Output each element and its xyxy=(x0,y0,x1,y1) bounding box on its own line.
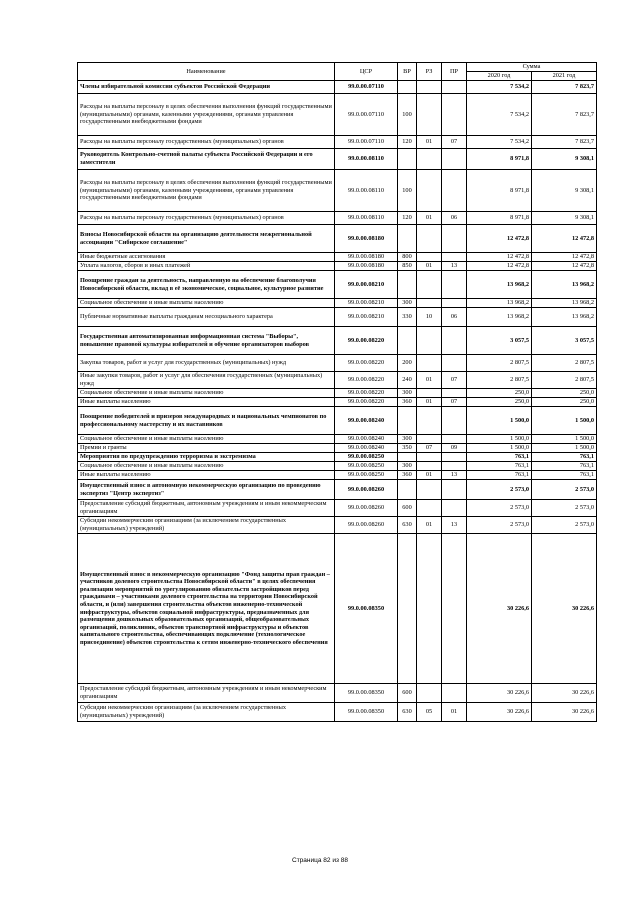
cell-name: Расходы на выплаты персоналу в целях обеспечения выполнения функций государственными (муниципальными) органами, казенными учреждениями, органами управления государственными внебюджетными фондами xyxy=(78,94,335,136)
cell-sum-2021: 2 573,0 xyxy=(532,517,597,534)
cell-vr: 100 xyxy=(398,94,417,136)
cell-name: Расходы на выплаты персоналу государственных (муниципальных) органов xyxy=(78,136,335,149)
cell-pr: 13 xyxy=(442,517,467,534)
cell-vr xyxy=(398,407,417,435)
header-pr: ПР xyxy=(442,63,467,81)
cell-rz xyxy=(417,684,442,703)
table-row xyxy=(78,435,597,444)
cell-sum-2021: 1 500,0 xyxy=(532,407,597,435)
cell-sum-2021: 7 823,7 xyxy=(532,136,597,149)
header-name: Наименование xyxy=(78,63,335,81)
cell-rz: 07 xyxy=(417,444,442,453)
cell-sum-2020: 7 534,2 xyxy=(467,81,532,94)
cell-vr: 630 xyxy=(398,703,417,722)
cell-csr: 99.0.00.08210 xyxy=(335,308,398,327)
cell-pr xyxy=(442,435,467,444)
cell-sum-2021: 30 226,6 xyxy=(532,703,597,722)
cell-sum-2021: 763,1 xyxy=(532,471,597,480)
cell-sum-2020: 2 807,5 xyxy=(467,355,532,372)
cell-rz xyxy=(417,299,442,308)
table-row xyxy=(78,253,597,262)
cell-rz xyxy=(417,327,442,355)
budget-table-sheet xyxy=(77,62,596,722)
cell-sum-2020: 13 968,2 xyxy=(467,271,532,299)
table-row xyxy=(78,81,597,94)
cell-rz: 01 xyxy=(417,136,442,149)
cell-pr xyxy=(442,253,467,262)
cell-sum-2021: 9 308,1 xyxy=(532,212,597,225)
table-row xyxy=(78,703,597,722)
cell-rz xyxy=(417,480,442,500)
table-row xyxy=(78,225,597,253)
cell-pr xyxy=(442,170,467,212)
cell-rz xyxy=(417,170,442,212)
table-row xyxy=(78,372,597,389)
cell-sum-2021: 9 308,1 xyxy=(532,149,597,170)
cell-pr: 13 xyxy=(442,262,467,271)
cell-sum-2021: 30 226,6 xyxy=(532,534,597,684)
cell-csr: 99.0.00.08220 xyxy=(335,389,398,398)
cell-vr: 300 xyxy=(398,462,417,471)
cell-sum-2021: 250,0 xyxy=(532,398,597,407)
cell-sum-2020: 2 807,5 xyxy=(467,372,532,389)
cell-sum-2020: 2 573,0 xyxy=(467,517,532,534)
cell-csr: 99.0.00.08260 xyxy=(335,480,398,500)
cell-pr: 06 xyxy=(442,212,467,225)
header-sum: Сумма xyxy=(467,63,597,72)
cell-rz xyxy=(417,94,442,136)
table-row xyxy=(78,500,597,517)
header-csr: ЦСР xyxy=(335,63,398,81)
cell-rz: 01 xyxy=(417,398,442,407)
cell-sum-2021: 2 573,0 xyxy=(532,480,597,500)
cell-sum-2021: 2 807,5 xyxy=(532,355,597,372)
cell-rz: 01 xyxy=(417,372,442,389)
cell-vr: 600 xyxy=(398,684,417,703)
cell-csr: 99.0.00.08250 xyxy=(335,471,398,480)
cell-csr: 99.0.00.08210 xyxy=(335,299,398,308)
cell-pr xyxy=(442,149,467,170)
cell-sum-2021: 12 472,8 xyxy=(532,253,597,262)
cell-csr: 99.0.00.08350 xyxy=(335,534,398,684)
cell-name: Социальное обеспечение и иные выплаты населению xyxy=(78,299,335,308)
cell-csr: 99.0.00.08240 xyxy=(335,435,398,444)
table-row xyxy=(78,94,597,136)
cell-name: Закупка товаров, работ и услуг для государственных (муниципальных) нужд xyxy=(78,355,335,372)
cell-sum-2020: 7 534,2 xyxy=(467,94,532,136)
cell-name: Расходы на выплаты персоналу в целях обеспечения выполнения функций государственными (муниципальными) органами, казенными учреждениями, органами управления государственными внебюджетными фондами xyxy=(78,170,335,212)
cell-name: Члены избирательной комиссии субъектов Российской Федерации xyxy=(78,81,335,94)
table-row xyxy=(78,444,597,453)
cell-pr: 06 xyxy=(442,308,467,327)
table-row xyxy=(78,262,597,271)
cell-pr xyxy=(442,355,467,372)
table-row xyxy=(78,480,597,500)
cell-sum-2021: 9 308,1 xyxy=(532,170,597,212)
cell-vr: 800 xyxy=(398,253,417,262)
cell-csr: 99.0.00.08250 xyxy=(335,462,398,471)
cell-sum-2020: 1 500,0 xyxy=(467,444,532,453)
cell-name: Социальное обеспечение и иные выплаты населению xyxy=(78,435,335,444)
cell-rz xyxy=(417,355,442,372)
cell-name: Публичные нормативные выплаты гражданам несоциального характера xyxy=(78,308,335,327)
table-row xyxy=(78,299,597,308)
cell-rz xyxy=(417,407,442,435)
cell-csr: 99.0.00.08180 xyxy=(335,225,398,253)
table-body xyxy=(78,81,597,722)
cell-vr: 350 xyxy=(398,444,417,453)
header-year-2021: 2021 год xyxy=(532,72,597,81)
cell-sum-2020: 763,1 xyxy=(467,462,532,471)
cell-pr xyxy=(442,94,467,136)
cell-rz: 01 xyxy=(417,471,442,480)
cell-sum-2020: 1 500,0 xyxy=(467,435,532,444)
cell-vr xyxy=(398,534,417,684)
cell-csr: 99.0.00.07110 xyxy=(335,94,398,136)
cell-name: Поощрение победителей и призеров международных и национальных чемпионатов по профессиональному мастерству и их наставников xyxy=(78,407,335,435)
cell-csr: 99.0.00.08110 xyxy=(335,212,398,225)
cell-name: Иные бюджетные ассигнования xyxy=(78,253,335,262)
cell-sum-2020: 763,1 xyxy=(467,453,532,462)
cell-vr xyxy=(398,225,417,253)
cell-csr: 99.0.00.07110 xyxy=(335,81,398,94)
cell-csr: 99.0.00.08260 xyxy=(335,517,398,534)
cell-sum-2020: 13 968,2 xyxy=(467,299,532,308)
cell-sum-2021: 2 807,5 xyxy=(532,372,597,389)
cell-name: Государственная автоматизированная информационная система "Выборы", повышение правовой культуры избирателей и обучение организаторов выборов xyxy=(78,327,335,355)
cell-name: Мероприятия по предупреждению терроризма и экстремизма xyxy=(78,453,335,462)
cell-pr xyxy=(442,500,467,517)
cell-csr: 99.0.00.08110 xyxy=(335,149,398,170)
cell-pr: 07 xyxy=(442,398,467,407)
cell-sum-2020: 2 573,0 xyxy=(467,480,532,500)
page-footer: Страница 82 из 88 xyxy=(292,857,348,864)
cell-name: Социальное обеспечение и иные выплаты населению xyxy=(78,462,335,471)
table-row xyxy=(78,389,597,398)
cell-csr: 99.0.00.08240 xyxy=(335,407,398,435)
cell-sum-2020: 2 573,0 xyxy=(467,500,532,517)
cell-csr: 99.0.00.08180 xyxy=(335,262,398,271)
cell-vr: 360 xyxy=(398,398,417,407)
cell-name: Субсидии некоммерческим организациям (за исключением государственных (муниципальных) учреждений) xyxy=(78,703,335,722)
cell-rz xyxy=(417,389,442,398)
cell-vr xyxy=(398,81,417,94)
cell-sum-2020: 763,1 xyxy=(467,471,532,480)
cell-name: Руководитель Контрольно-счетной палаты субъекта Российской Федерации и его заместители xyxy=(78,149,335,170)
cell-pr xyxy=(442,453,467,462)
cell-pr xyxy=(442,462,467,471)
cell-rz xyxy=(417,149,442,170)
cell-sum-2021: 7 823,7 xyxy=(532,81,597,94)
cell-rz xyxy=(417,534,442,684)
cell-vr xyxy=(398,480,417,500)
cell-sum-2020: 12 472,8 xyxy=(467,262,532,271)
cell-sum-2021: 1 500,0 xyxy=(532,444,597,453)
cell-pr xyxy=(442,299,467,308)
cell-pr xyxy=(442,271,467,299)
cell-csr: 99.0.00.08110 xyxy=(335,170,398,212)
cell-sum-2020: 30 226,6 xyxy=(467,684,532,703)
cell-vr: 330 xyxy=(398,308,417,327)
cell-pr xyxy=(442,534,467,684)
cell-vr: 850 xyxy=(398,262,417,271)
table-row xyxy=(78,136,597,149)
cell-sum-2020: 8 971,8 xyxy=(467,212,532,225)
cell-csr: 99.0.00.08220 xyxy=(335,355,398,372)
cell-vr xyxy=(398,271,417,299)
cell-sum-2021: 13 968,2 xyxy=(532,299,597,308)
cell-rz xyxy=(417,462,442,471)
header-year-2020: 2020 год xyxy=(467,72,532,81)
cell-csr: 99.0.00.07110 xyxy=(335,136,398,149)
cell-sum-2020: 250,0 xyxy=(467,398,532,407)
cell-sum-2021: 12 472,8 xyxy=(532,225,597,253)
cell-name: Имущественный взнос в некоммерческую организацию "Фонд защиты прав граждан – участников долевого строительства Новосибирской области" в целях обеспечения реализации мероприятий по урегулированию обязательств застройщиков перед гражданами – участниками долевого строительства на территории Новосибирской области, и (или) завершения строительства объектов инженерно-технической инфраструктуры, объектов социальной инфраструктуры, предназначенных для размещения дошкольных образовательных организаций, общеобразовательных организаций, поликлиник, объектов транспортной инфраструктуры и объектов капитального строительства, обеспечивающих подключение (технологическое присоединение) объектов строительства к сетям инженерно-технического обеспечения xyxy=(78,534,335,684)
table-row xyxy=(78,170,597,212)
cell-sum-2021: 763,1 xyxy=(532,462,597,471)
cell-vr xyxy=(398,149,417,170)
budget-table xyxy=(77,62,597,722)
table-row xyxy=(78,471,597,480)
cell-name: Иные выплаты населению xyxy=(78,398,335,407)
cell-sum-2021: 1 500,0 xyxy=(532,435,597,444)
cell-vr: 300 xyxy=(398,435,417,444)
cell-name: Премии и гранты xyxy=(78,444,335,453)
cell-sum-2020: 1 500,0 xyxy=(467,407,532,435)
cell-sum-2021: 13 968,2 xyxy=(532,271,597,299)
cell-rz xyxy=(417,225,442,253)
table-row xyxy=(78,534,597,684)
cell-csr: 99.0.00.08260 xyxy=(335,500,398,517)
cell-csr: 99.0.00.08240 xyxy=(335,444,398,453)
cell-pr: 09 xyxy=(442,444,467,453)
cell-rz xyxy=(417,271,442,299)
cell-sum-2020: 13 968,2 xyxy=(467,308,532,327)
cell-vr: 240 xyxy=(398,372,417,389)
cell-vr: 200 xyxy=(398,355,417,372)
cell-sum-2021: 3 057,5 xyxy=(532,327,597,355)
cell-sum-2021: 2 573,0 xyxy=(532,500,597,517)
table-row xyxy=(78,271,597,299)
cell-pr xyxy=(442,684,467,703)
table-row xyxy=(78,684,597,703)
cell-pr: 07 xyxy=(442,372,467,389)
cell-name: Взносы Новосибирской области на организацию деятельности межрегиональной ассоциации "Сибирское соглашение" xyxy=(78,225,335,253)
cell-vr: 300 xyxy=(398,389,417,398)
cell-name: Социальное обеспечение и иные выплаты населению xyxy=(78,389,335,398)
cell-csr: 99.0.00.08220 xyxy=(335,327,398,355)
cell-sum-2020: 8 971,8 xyxy=(467,170,532,212)
table-row xyxy=(78,517,597,534)
cell-sum-2021: 13 968,2 xyxy=(532,308,597,327)
cell-pr: 13 xyxy=(442,471,467,480)
cell-name: Расходы на выплаты персоналу государственных (муниципальных) органов xyxy=(78,212,335,225)
cell-name: Субсидии некоммерческим организациям (за исключением государственных (муниципальных) учреждений) xyxy=(78,517,335,534)
cell-csr: 99.0.00.08350 xyxy=(335,684,398,703)
cell-pr: 01 xyxy=(442,703,467,722)
header-vr: ВР xyxy=(398,63,417,81)
cell-pr: 07 xyxy=(442,136,467,149)
cell-rz: 10 xyxy=(417,308,442,327)
cell-vr: 600 xyxy=(398,500,417,517)
header-rz: РЗ xyxy=(417,63,442,81)
cell-csr: 99.0.00.08350 xyxy=(335,703,398,722)
cell-name: Иные выплаты населению xyxy=(78,471,335,480)
cell-sum-2020: 3 057,5 xyxy=(467,327,532,355)
cell-sum-2021: 12 472,8 xyxy=(532,262,597,271)
cell-rz: 01 xyxy=(417,517,442,534)
cell-pr xyxy=(442,225,467,253)
cell-sum-2020: 250,0 xyxy=(467,389,532,398)
cell-sum-2020: 30 226,6 xyxy=(467,703,532,722)
cell-vr: 120 xyxy=(398,136,417,149)
cell-vr xyxy=(398,453,417,462)
cell-rz xyxy=(417,500,442,517)
table-row xyxy=(78,212,597,225)
cell-vr: 120 xyxy=(398,212,417,225)
cell-rz: 01 xyxy=(417,212,442,225)
cell-rz xyxy=(417,253,442,262)
cell-sum-2020: 12 472,8 xyxy=(467,253,532,262)
cell-sum-2021: 763,1 xyxy=(532,453,597,462)
cell-vr: 100 xyxy=(398,170,417,212)
cell-name: Имущественный взнос в автономную некоммерческую организацию по проведению экспертиз "Центр экспертиз" xyxy=(78,480,335,500)
cell-csr: 99.0.00.08210 xyxy=(335,271,398,299)
table-row xyxy=(78,355,597,372)
cell-csr: 99.0.00.08250 xyxy=(335,453,398,462)
cell-name: Предоставление субсидий бюджетным, автономным учреждениям и иным некоммерческим организациям xyxy=(78,684,335,703)
cell-sum-2020: 30 226,6 xyxy=(467,534,532,684)
cell-sum-2021: 30 226,6 xyxy=(532,684,597,703)
cell-rz xyxy=(417,435,442,444)
table-row xyxy=(78,453,597,462)
cell-pr xyxy=(442,81,467,94)
cell-rz xyxy=(417,453,442,462)
table-row xyxy=(78,149,597,170)
table-row xyxy=(78,462,597,471)
cell-sum-2020: 7 534,2 xyxy=(467,136,532,149)
cell-rz: 05 xyxy=(417,703,442,722)
table-row xyxy=(78,327,597,355)
cell-name: Предоставление субсидий бюджетным, автономным учреждениям и иным некоммерческим организациям xyxy=(78,500,335,517)
cell-name: Иные закупки товаров, работ и услуг для обеспечения государственных (муниципальных) нужд xyxy=(78,372,335,389)
cell-csr: 99.0.00.08220 xyxy=(335,398,398,407)
table-row xyxy=(78,398,597,407)
cell-sum-2020: 8 971,8 xyxy=(467,149,532,170)
cell-vr: 300 xyxy=(398,299,417,308)
cell-rz: 01 xyxy=(417,262,442,271)
cell-vr xyxy=(398,327,417,355)
cell-pr xyxy=(442,407,467,435)
cell-rz xyxy=(417,81,442,94)
cell-name: Уплата налогов, сборов и иных платежей xyxy=(78,262,335,271)
cell-vr: 630 xyxy=(398,517,417,534)
cell-sum-2021: 250,0 xyxy=(532,389,597,398)
cell-sum-2021: 7 823,7 xyxy=(532,94,597,136)
cell-pr xyxy=(442,389,467,398)
cell-name: Поощрение граждан за деятельность, направленную на обеспечение благополучия Новосибирской области, вклад в её экономическое, социальное, культурное развитие xyxy=(78,271,335,299)
cell-vr: 360 xyxy=(398,471,417,480)
cell-pr xyxy=(442,480,467,500)
cell-csr: 99.0.00.08180 xyxy=(335,253,398,262)
cell-csr: 99.0.00.08220 xyxy=(335,372,398,389)
cell-sum-2020: 12 472,8 xyxy=(467,225,532,253)
table-row xyxy=(78,308,597,327)
cell-pr xyxy=(442,327,467,355)
table-row xyxy=(78,407,597,435)
